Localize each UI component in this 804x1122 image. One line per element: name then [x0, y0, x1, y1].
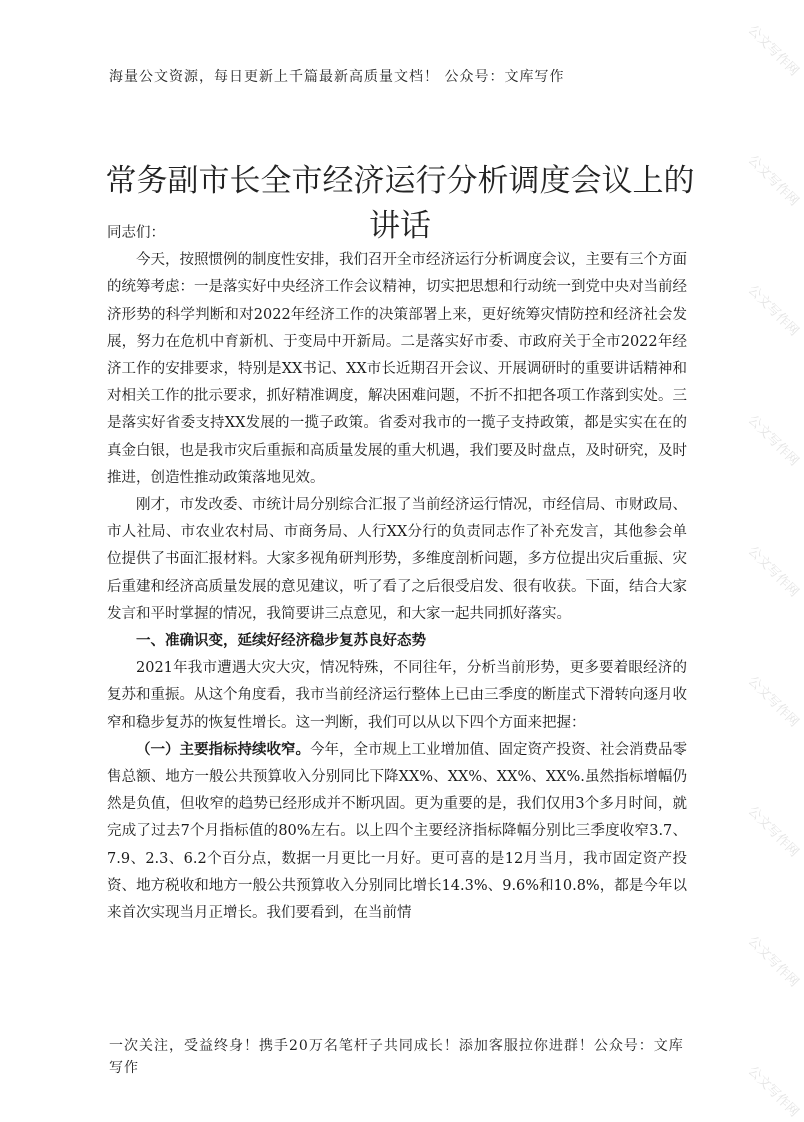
watermark-column — [744, 22, 801, 1121]
watermark-text: 公文写作网 — [744, 22, 801, 80]
document-body — [107, 220, 687, 927]
paragraph-3: 2021年我市遭遇大灾大灾，情况特殊，不同往年，分析当前形势，更多要着眼经济的复苏和重振。从这个角度看，我市当前经济运行整体上已由三季度的断崖式下滑转向逐月收窄和稳步复苏的恢复性增长。这一判断，我们可以从以下四个方面来把握： — [107, 660, 687, 731]
page-header: 海量公文资源，每日更新上千篇最新高质量文档！ 公众号：文库写作 — [109, 69, 565, 85]
paragraph-4-lead: （一）主要指标持续收窄。 — [136, 741, 310, 758]
paragraph-2: 刚才，市发改委、市统计局分别综合汇报了当前经济运行情况，市经信局、市财政局、市人社局、市农业农村局、市商务局、人行XX分行的负责同志作了补充发言，其他参会单位提供了书面汇报材料。大家多视角研判形势，多维度剖析问题，多方位提出灾后重振、灾后重建和经济高质量发展的意见建议，听了看了之后很受启发、很有收获。下面，结合大家发言和平时掌握的情况，我简要讲三点意见，和大家一起共同抓好落实。 — [107, 497, 687, 622]
watermark-text: 公文写作网 — [744, 282, 801, 340]
watermark-text: 公文写作网 — [744, 1063, 801, 1121]
watermark-text: 公文写作网 — [744, 543, 801, 600]
paragraph-4 — [107, 737, 687, 927]
paragraph-1: 今天，按照惯例的制度性安排，我们召开全市经济运行分析调度会议，主要有三个方面的统筹考虑：一是落实好中央经济工作会议精神，切实把思想和行动统一到党中央对当前经济形势的科学判断和对2022年经济工作的决策部署上来，更好统筹灾情防控和经济社会发展，努力在危机中育新机、于变局中开新局。二是落实好市委、市政府关于全市2022年经济工作的安排要求，特别是XX书记、XX市长近期召开会议、开展调研时的重要讲话精神和对相关工作的批示要求，抓好精准调度，解决困难问题，不折不扣把各项工作落到实处。三是落实好省委支持XX发展的一揽子政策。省委对我市的一揽子支持政策，都是实实在在的真金白银，也是我市灾后重振和高质量发展的重大机遇，我们要及时盘点，及时研究，及时推进，创造性推动政策落地见效。 — [107, 252, 687, 486]
page-footer: 一次关注，受益终身！携手20万名笔杆子共同成长！添加客服拉你进群！公众号：文库写作 — [109, 1038, 684, 1076]
watermark-text: 公文写作网 — [744, 933, 801, 991]
watermark-text: 公文写作网 — [744, 673, 801, 730]
section-heading-1: 一、准确识变，延续好经济稳步复苏良好态势 — [136, 633, 426, 650]
watermark-text: 公文写作网 — [744, 152, 801, 210]
watermark-text: 公文写作网 — [744, 803, 801, 860]
paragraph-4-text: 今年，全市规上工业增加值、固定资产投资、社会消费品零售总额、地方一般公共预算收入分别同比下降XX%、XX%、XX%、XX%.虽然指标增幅仍然是负值，但收窄的趋势已经形成并不断巩固。更为重要的是，我们仅用3个多月时间，就完成了过去7个月指标值的80%左右。以上四个主要经济指标降幅分别比三季度收窄3.7、7.9、2.3、6.2个百分点，数据一月更比一月好。更可喜的是12月当月，我市固定资产投资、地方税收和地方一般公共预算收入分别同比增长14.3%、9.6%和10.8%，都是今年以来首次实现当月正增长。我们要看到，在当前情 — [107, 741, 687, 922]
salutation: 同志们： — [107, 225, 165, 241]
watermark-text: 公文写作网 — [744, 412, 801, 470]
document-title: 常务副市长全市经济运行分析调度会议上的讲话 — [105, 162, 695, 244]
